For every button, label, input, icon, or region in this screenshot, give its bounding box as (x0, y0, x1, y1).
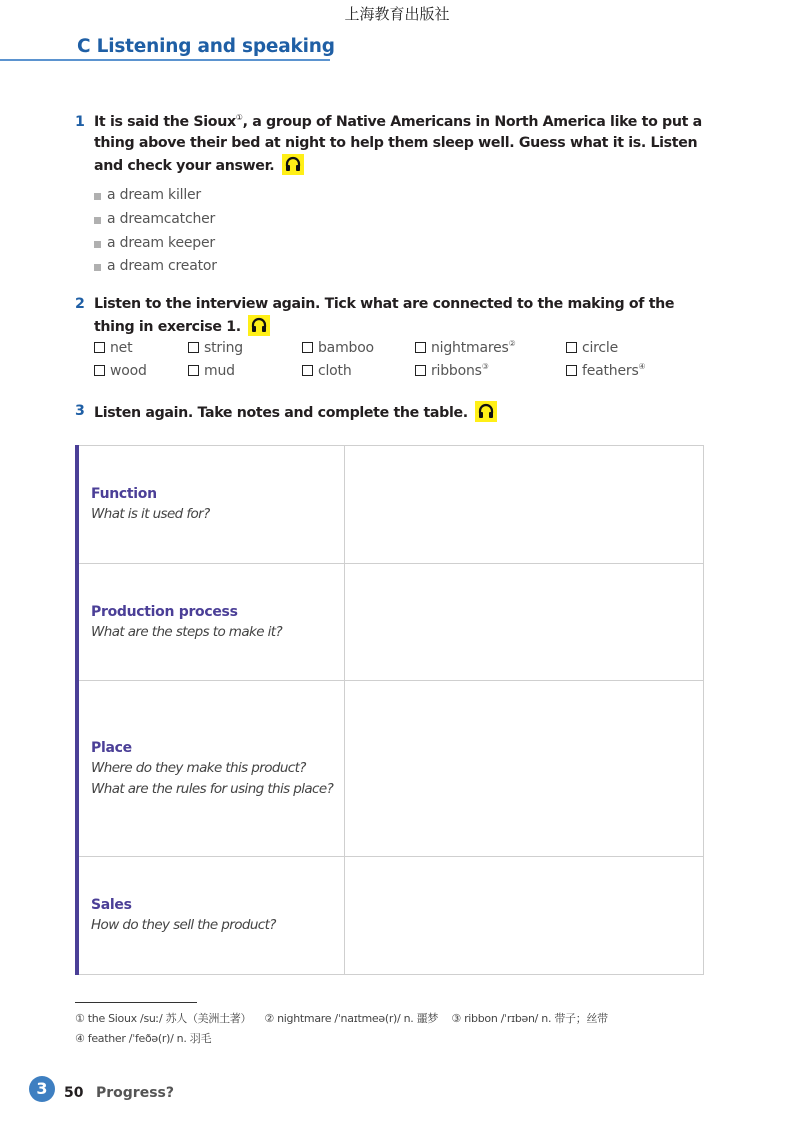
checkbox-icon[interactable] (94, 365, 105, 376)
checkbox-icon[interactable] (188, 342, 199, 353)
exercise-number: 2 (75, 296, 85, 312)
headphones-icon[interactable] (248, 315, 270, 336)
footnote: ③ ribbon /ˈrɪbən/ n. 带子；丝带 (451, 1012, 608, 1025)
notes-cell[interactable] (344, 681, 704, 857)
list-item: a dream keeper (94, 232, 217, 256)
checkbox-icon[interactable] (566, 342, 577, 353)
footnotes-line-2 (75, 1030, 221, 1046)
exercise-number: 1 (75, 114, 85, 130)
bullet-square-icon (94, 241, 101, 248)
list-item: a dream creator (94, 255, 217, 279)
checkbox-ribbons[interactable]: ribbons③ (415, 363, 489, 379)
footnote: ④ feather /ˈfeðə(r)/ n. 羽毛 (75, 1032, 212, 1045)
exercise-instruction: It is said the Sioux①, a group of Native Americans in North America like to put a thing above their bed at night to help them sleep well. Guess what it is. Listen and check your answer. (94, 113, 702, 174)
bullet-square-icon (94, 264, 101, 271)
publisher-name: 上海教育出版社 (344, 5, 450, 23)
checkbox-string[interactable]: string (188, 340, 243, 356)
answer-options (94, 184, 217, 279)
row-label: Place Where do they make this product? What are the rules for using this place? (77, 681, 344, 857)
checkbox-mud[interactable]: mud (188, 363, 235, 379)
notes-table (75, 445, 704, 975)
unit-title: Progress? (96, 1085, 174, 1101)
checkbox-net[interactable]: net (94, 340, 132, 356)
bullet-square-icon (94, 217, 101, 224)
headphones-icon[interactable] (282, 154, 304, 175)
list-item: a dreamcatcher (94, 208, 217, 232)
bullet-square-icon (94, 193, 101, 200)
checkbox-icon[interactable] (415, 342, 426, 353)
row-label: Sales How do they sell the product? (77, 857, 344, 975)
checkbox-circle[interactable]: circle (566, 340, 618, 356)
section-title: C Listening and speaking (77, 36, 335, 57)
checkbox-bamboo[interactable]: bamboo (302, 340, 374, 356)
checkbox-icon[interactable] (415, 365, 426, 376)
checkbox-feathers[interactable]: feathers④ (566, 363, 646, 379)
table-row (77, 563, 704, 681)
exercise-number: 3 (75, 403, 85, 419)
checkbox-wood[interactable]: wood (94, 363, 147, 379)
checkbox-nightmares[interactable]: nightmares② (415, 340, 516, 356)
headphones-icon[interactable] (475, 401, 497, 422)
footnote-divider (75, 1002, 197, 1003)
footnote: ① the Sioux /suː/ 苏人（美洲土著） (75, 1012, 252, 1025)
list-item: a dream killer (94, 184, 217, 208)
footnotes-line-1 (75, 1010, 618, 1026)
table-row (77, 681, 704, 857)
footnote-marker: ① (235, 113, 243, 122)
checkbox-cloth[interactable]: cloth (302, 363, 352, 379)
checkbox-icon[interactable] (94, 342, 105, 353)
notes-cell[interactable] (344, 563, 704, 681)
footnote: ② nightmare /ˈnaɪtmeə(r)/ n. 噩梦 (264, 1012, 439, 1025)
row-label: Production process What are the steps to make it? (77, 563, 344, 681)
notes-cell[interactable] (344, 857, 704, 975)
exercise-instruction: Listen again. Take notes and complete the table. (94, 401, 709, 424)
notes-cell[interactable] (344, 446, 704, 564)
page-number: 50 (64, 1085, 84, 1101)
footnote-marker: ③ (481, 362, 489, 371)
checkbox-icon[interactable] (302, 342, 313, 353)
checkbox-icon[interactable] (188, 365, 199, 376)
heading-underline (0, 59, 330, 61)
footnote-marker: ④ (638, 362, 646, 371)
exercise-instruction: Listen to the interview again. Tick what are connected to the making of the thing in exercise 1. (94, 296, 675, 335)
checkbox-icon[interactable] (302, 365, 313, 376)
unit-badge: 3 (29, 1076, 55, 1102)
table-row (77, 446, 704, 564)
footnote-marker: ② (508, 339, 516, 348)
table-row (77, 857, 704, 975)
row-label: Function What is it used for? (77, 446, 344, 564)
checkbox-icon[interactable] (566, 365, 577, 376)
